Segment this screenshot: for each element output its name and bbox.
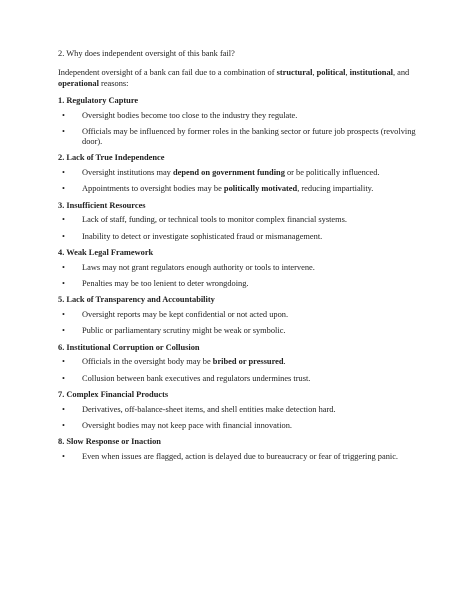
text-run: Officials may be influenced by former roles in the banking sector or future job prospects (revolving door). — [82, 126, 416, 147]
bullet-list — [58, 215, 422, 242]
text-run: Oversight reports may be kept confidential or not acted upon. — [82, 310, 289, 319]
text-run: Oversight bodies become too close to the industry they regulate. — [82, 110, 298, 120]
text-run: . — [283, 357, 286, 367]
section-title: 8. Slow Response or Inaction — [58, 437, 161, 447]
text-run: , reducing impartiality. — [297, 184, 374, 194]
section-title: 3. Insufficient Resources — [58, 200, 146, 210]
text-run: Oversight bodies may not keep pace with financial innovation. — [82, 420, 293, 430]
bullet-list — [58, 310, 422, 337]
text-run: or be politically influenced. — [284, 168, 380, 178]
reason-section — [58, 390, 422, 431]
text-run: Penalties may be too lenient to deter wrongdoing. — [82, 279, 249, 289]
bullet-item — [58, 127, 422, 148]
bullet-list — [58, 357, 422, 384]
text-run: Collusion between bank executives and regulators undermines trust. — [82, 373, 311, 383]
document-page — [58, 49, 422, 468]
bullet-item — [58, 215, 422, 225]
bullet-list — [58, 111, 422, 148]
text-run: Laws may not grant regulators enough authority or tools to intervene. — [82, 262, 315, 272]
bullet-item — [58, 184, 422, 194]
bullet-item — [58, 452, 422, 462]
text-run: Inability to detect or investigate sophisticated fraud or mismanagement. — [82, 231, 323, 241]
text-run: Oversight institutions may — [82, 168, 173, 178]
section-title: 2. Lack of True Independence — [58, 153, 165, 163]
bullet-list — [58, 405, 422, 432]
section-title: 7. Complex Financial Products — [58, 389, 169, 399]
reason-section — [58, 343, 422, 384]
bullet-item — [58, 310, 422, 320]
text-run: , — [345, 68, 350, 78]
bullet-item — [58, 374, 422, 384]
text-run: Appointments to oversight bodies may be — [82, 184, 224, 194]
text-run: Officials in the oversight body may be — [82, 357, 213, 367]
bold-text: political — [316, 68, 346, 78]
bold-text: operational — [58, 78, 99, 88]
bold-text: depend on government funding — [172, 168, 285, 178]
text-run: reasons: — [98, 78, 129, 88]
bold-text: bribed or pressured — [212, 357, 284, 367]
reason-section — [58, 96, 422, 148]
bold-text: politically motivated — [223, 184, 298, 194]
text-run: , and — [392, 68, 410, 78]
question-heading: 2. Why does independent oversight of this bank fail? — [58, 49, 235, 58]
bullet-item — [58, 111, 422, 121]
reason-section — [58, 248, 422, 289]
text-run: Derivatives, off-balance-sheet items, and shell entities make detection hard. — [82, 404, 336, 414]
section-title: 4. Weak Legal Framework — [58, 248, 154, 258]
text-run: Lack of staff, funding, or technical tools to monitor complex financial systems. — [82, 215, 347, 225]
bullet-item — [58, 232, 422, 242]
bullet-list — [58, 168, 422, 195]
bullet-list — [58, 452, 422, 462]
intro-paragraph — [58, 68, 422, 89]
reason-section — [58, 201, 422, 242]
text-run: Public or parliamentary scrutiny might be weak or symbolic. — [82, 326, 286, 336]
reason-section — [58, 437, 422, 462]
bullet-item — [58, 405, 422, 415]
bold-text: structural — [276, 68, 313, 78]
reason-section — [58, 153, 422, 194]
bullet-item — [58, 168, 422, 178]
section-title: 6. Institutional Corruption or Collusion — [58, 342, 200, 352]
bullet-item — [58, 421, 422, 431]
bullet-list — [58, 263, 422, 290]
bold-text: institutional — [349, 68, 393, 78]
text-run: Even when issues are flagged, action is delayed due to bureaucracy or fear of triggering panic. — [82, 451, 399, 461]
bullet-item — [58, 263, 422, 273]
section-title: 1. Regulatory Capture — [58, 95, 139, 105]
text-run: , — [312, 68, 317, 78]
bullet-item — [58, 326, 422, 336]
text-run: Independent oversight of a bank can fail due to a combination of — [58, 68, 277, 78]
bullet-item — [58, 357, 422, 367]
reasons-list — [58, 96, 422, 462]
reason-section — [58, 295, 422, 336]
section-title: 5. Lack of Transparency and Accountability — [58, 295, 215, 305]
bullet-item — [58, 279, 422, 289]
